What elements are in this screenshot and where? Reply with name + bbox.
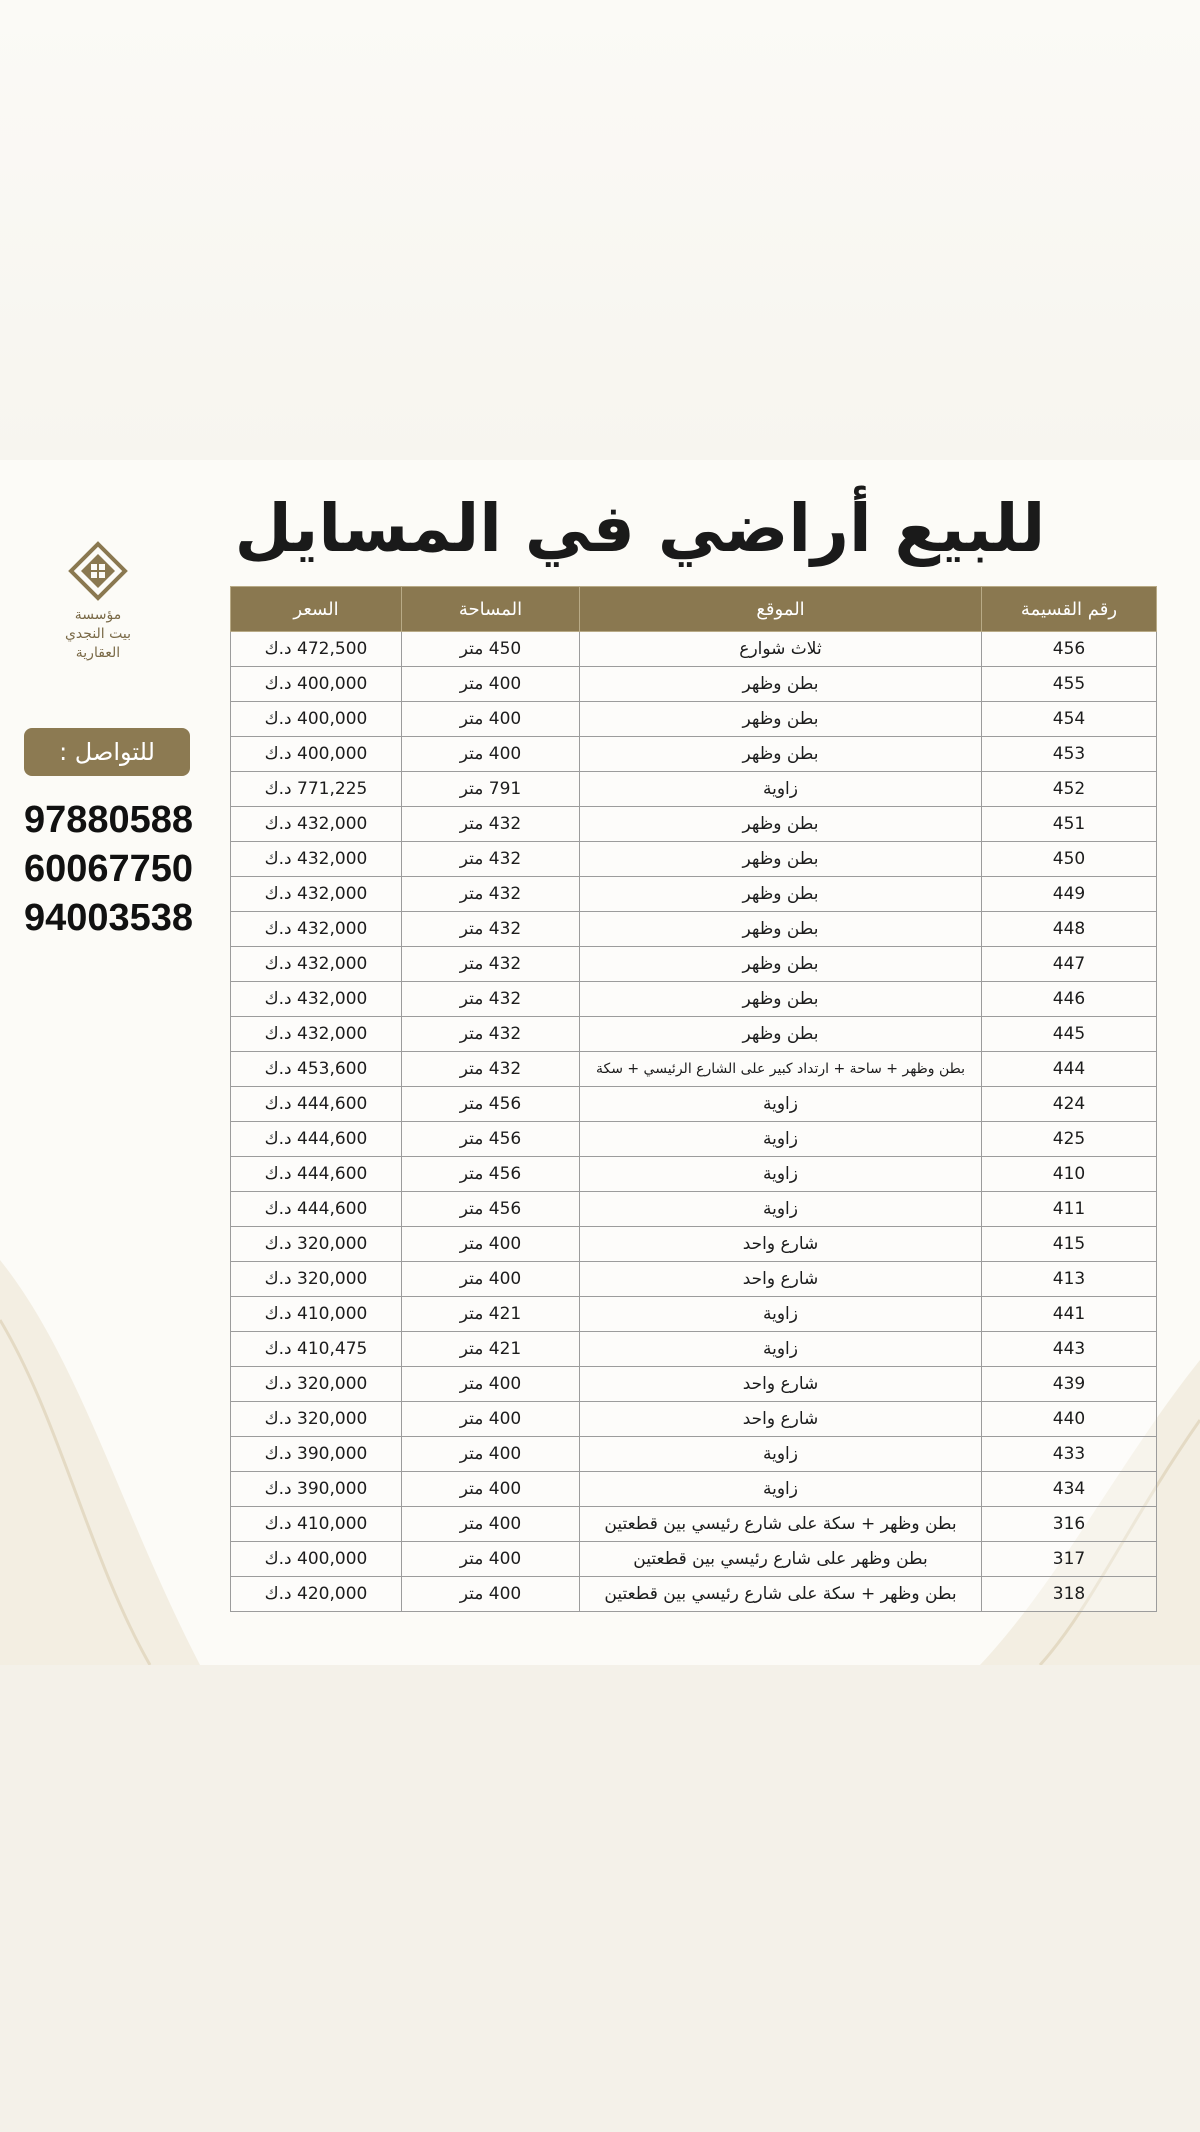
cell-price: 453,600 د.ك (231, 1052, 402, 1087)
cell-location: بطن وظهر + سكة على شارع رئيسي بين قطعتين (580, 1577, 982, 1612)
cell-plot-number: 441 (982, 1297, 1157, 1332)
cell-location: زاوية (580, 1192, 982, 1227)
table-row (231, 1297, 1157, 1332)
cell-price: 432,000 د.ك (231, 947, 402, 982)
cell-price: 400,000 د.ك (231, 702, 402, 737)
cell-plot-number: 318 (982, 1577, 1157, 1612)
cell-plot-number: 450 (982, 842, 1157, 877)
header-area: المساحة (402, 587, 580, 632)
bottom-background (0, 1665, 1200, 2132)
table-row (231, 1507, 1157, 1542)
table-row (231, 737, 1157, 772)
cell-area: 432 متر (402, 1017, 580, 1052)
table-row (231, 947, 1157, 982)
cell-location: بطن وظهر + سكة على شارع رئيسي بين قطعتين (580, 1507, 982, 1542)
cell-price: 400,000 د.ك (231, 667, 402, 702)
table-row (231, 1017, 1157, 1052)
table-row (231, 1262, 1157, 1297)
cell-area: 791 متر (402, 772, 580, 807)
cell-location: زاوية (580, 1297, 982, 1332)
cell-plot-number: 316 (982, 1507, 1157, 1542)
cell-location: بطن وظهر على شارع رئيسي بين قطعتين (580, 1542, 982, 1577)
cell-area: 400 متر (402, 1367, 580, 1402)
house-icon (67, 540, 129, 602)
table-row (231, 1402, 1157, 1437)
cell-area: 400 متر (402, 667, 580, 702)
cell-area: 456 متر (402, 1087, 580, 1122)
cell-plot-number: 454 (982, 702, 1157, 737)
table-row (231, 667, 1157, 702)
cell-plot-number: 449 (982, 877, 1157, 912)
top-background (0, 0, 1200, 460)
cell-location: شارع واحد (580, 1262, 982, 1297)
cell-area: 400 متر (402, 702, 580, 737)
cell-plot-number: 439 (982, 1367, 1157, 1402)
land-listing-table (230, 586, 1157, 1612)
cell-area: 432 متر (402, 1052, 580, 1087)
table-row (231, 772, 1157, 807)
cell-area: 400 متر (402, 1227, 580, 1262)
cell-area: 400 متر (402, 737, 580, 772)
cell-price: 432,000 د.ك (231, 982, 402, 1017)
cell-price: 444,600 د.ك (231, 1122, 402, 1157)
cell-price: 432,000 د.ك (231, 1017, 402, 1052)
cell-location: بطن وظهر (580, 1017, 982, 1052)
cell-area: 400 متر (402, 1262, 580, 1297)
cell-price: 320,000 د.ك (231, 1262, 402, 1297)
cell-location: زاوية (580, 1332, 982, 1367)
cell-price: 444,600 د.ك (231, 1192, 402, 1227)
table-row (231, 1192, 1157, 1227)
cell-area: 400 متر (402, 1507, 580, 1542)
contact-label: للتواصل : (24, 728, 190, 776)
cell-plot-number: 452 (982, 772, 1157, 807)
cell-price: 390,000 د.ك (231, 1472, 402, 1507)
table-row (231, 1157, 1157, 1192)
cell-location: شارع واحد (580, 1402, 982, 1437)
table-row (231, 1367, 1157, 1402)
cell-plot-number: 425 (982, 1122, 1157, 1157)
cell-plot-number: 434 (982, 1472, 1157, 1507)
cell-location: ثلاث شوارع (580, 632, 982, 667)
cell-location: زاوية (580, 1122, 982, 1157)
phone-number[interactable]: 94003538 (24, 897, 194, 939)
cell-area: 432 متر (402, 842, 580, 877)
cell-price: 410,475 د.ك (231, 1332, 402, 1367)
phone-number[interactable]: 97880588 (24, 799, 194, 841)
company-logo (50, 540, 146, 663)
cell-price: 410,000 د.ك (231, 1297, 402, 1332)
cell-plot-number: 451 (982, 807, 1157, 842)
cell-price: 444,600 د.ك (231, 1087, 402, 1122)
logo-line-2: بيت النجدي (64, 626, 132, 642)
cell-location: بطن وظهر (580, 842, 982, 877)
cell-price: 432,000 د.ك (231, 842, 402, 877)
cell-price: 410,000 د.ك (231, 1507, 402, 1542)
cell-price: 432,000 د.ك (231, 877, 402, 912)
cell-location: زاوية (580, 1472, 982, 1507)
table-row (231, 807, 1157, 842)
cell-area: 400 متر (402, 1402, 580, 1437)
cell-location: بطن وظهر (580, 947, 982, 982)
cell-plot-number: 443 (982, 1332, 1157, 1367)
cell-location: زاوية (580, 1087, 982, 1122)
table-row (231, 842, 1157, 877)
table-row (231, 877, 1157, 912)
cell-plot-number: 456 (982, 632, 1157, 667)
cell-plot-number: 424 (982, 1087, 1157, 1122)
header-price: السعر (231, 587, 402, 632)
cell-plot-number: 410 (982, 1157, 1157, 1192)
cell-location: بطن وظهر (580, 877, 982, 912)
table-row (231, 702, 1157, 737)
cell-plot-number: 447 (982, 947, 1157, 982)
cell-area: 432 متر (402, 877, 580, 912)
logo-line-1: مؤسسة (74, 607, 122, 623)
cell-area: 432 متر (402, 807, 580, 842)
phone-list (24, 796, 214, 943)
cell-price: 400,000 د.ك (231, 737, 402, 772)
header-plot-number: رقم القسيمة (982, 587, 1157, 632)
table-row (231, 982, 1157, 1017)
cell-plot-number: 444 (982, 1052, 1157, 1087)
cell-location: بطن وظهر (580, 912, 982, 947)
cell-plot-number: 448 (982, 912, 1157, 947)
cell-price: 320,000 د.ك (231, 1402, 402, 1437)
logo-line-3: العقارية (75, 645, 121, 661)
phone-number[interactable]: 60067750 (24, 848, 194, 890)
table-row (231, 1052, 1157, 1087)
table-row (231, 1227, 1157, 1262)
table-row (231, 1087, 1157, 1122)
cell-location: بطن وظهر (580, 667, 982, 702)
cell-price: 432,000 د.ك (231, 912, 402, 947)
table-row (231, 1472, 1157, 1507)
cell-plot-number: 440 (982, 1402, 1157, 1437)
cell-area: 400 متر (402, 1542, 580, 1577)
cell-area: 400 متر (402, 1472, 580, 1507)
cell-plot-number: 433 (982, 1437, 1157, 1472)
cell-price: 400,000 د.ك (231, 1542, 402, 1577)
cell-plot-number: 445 (982, 1017, 1157, 1052)
cell-location: بطن وظهر (580, 737, 982, 772)
cell-area: 456 متر (402, 1122, 580, 1157)
header-location: الموقع (580, 587, 982, 632)
cell-area: 450 متر (402, 632, 580, 667)
table-header-row (231, 587, 1157, 632)
cell-price: 432,000 د.ك (231, 807, 402, 842)
cell-area: 400 متر (402, 1437, 580, 1472)
cell-price: 390,000 د.ك (231, 1437, 402, 1472)
cell-area: 421 متر (402, 1332, 580, 1367)
cell-area: 432 متر (402, 947, 580, 982)
cell-location: شارع واحد (580, 1367, 982, 1402)
cell-plot-number: 317 (982, 1542, 1157, 1577)
cell-area: 456 متر (402, 1192, 580, 1227)
cell-area: 421 متر (402, 1297, 580, 1332)
cell-price: 472,500 د.ك (231, 632, 402, 667)
table-row (231, 632, 1157, 667)
cell-plot-number: 413 (982, 1262, 1157, 1297)
table-row (231, 1122, 1157, 1157)
table-row (231, 1577, 1157, 1612)
cell-location: زاوية (580, 772, 982, 807)
cell-area: 400 متر (402, 1577, 580, 1612)
cell-location: بطن وظهر (580, 982, 982, 1017)
cell-location: شارع واحد (580, 1227, 982, 1262)
listing-card (0, 460, 1200, 1665)
cell-location: بطن وظهر (580, 702, 982, 737)
table-row (231, 912, 1157, 947)
cell-plot-number: 453 (982, 737, 1157, 772)
cell-location: زاوية (580, 1157, 982, 1192)
cell-location: بطن وظهر (580, 807, 982, 842)
cell-plot-number: 411 (982, 1192, 1157, 1227)
cell-area: 432 متر (402, 982, 580, 1017)
cell-area: 456 متر (402, 1157, 580, 1192)
page-title: للبيع أراضي في المسايل (234, 490, 1046, 567)
cell-location: بطن وظهر + ساحة + ارتداد كبير على الشارع الرئيسي + سكة (580, 1052, 982, 1087)
cell-price: 444,600 د.ك (231, 1157, 402, 1192)
table-row (231, 1542, 1157, 1577)
cell-price: 420,000 د.ك (231, 1577, 402, 1612)
table-row (231, 1332, 1157, 1367)
cell-plot-number: 446 (982, 982, 1157, 1017)
cell-area: 432 متر (402, 912, 580, 947)
table-row (231, 1437, 1157, 1472)
cell-price: 320,000 د.ك (231, 1367, 402, 1402)
cell-price: 320,000 د.ك (231, 1227, 402, 1262)
cell-plot-number: 455 (982, 667, 1157, 702)
cell-location: زاوية (580, 1437, 982, 1472)
cell-plot-number: 415 (982, 1227, 1157, 1262)
cell-price: 771,225 د.ك (231, 772, 402, 807)
